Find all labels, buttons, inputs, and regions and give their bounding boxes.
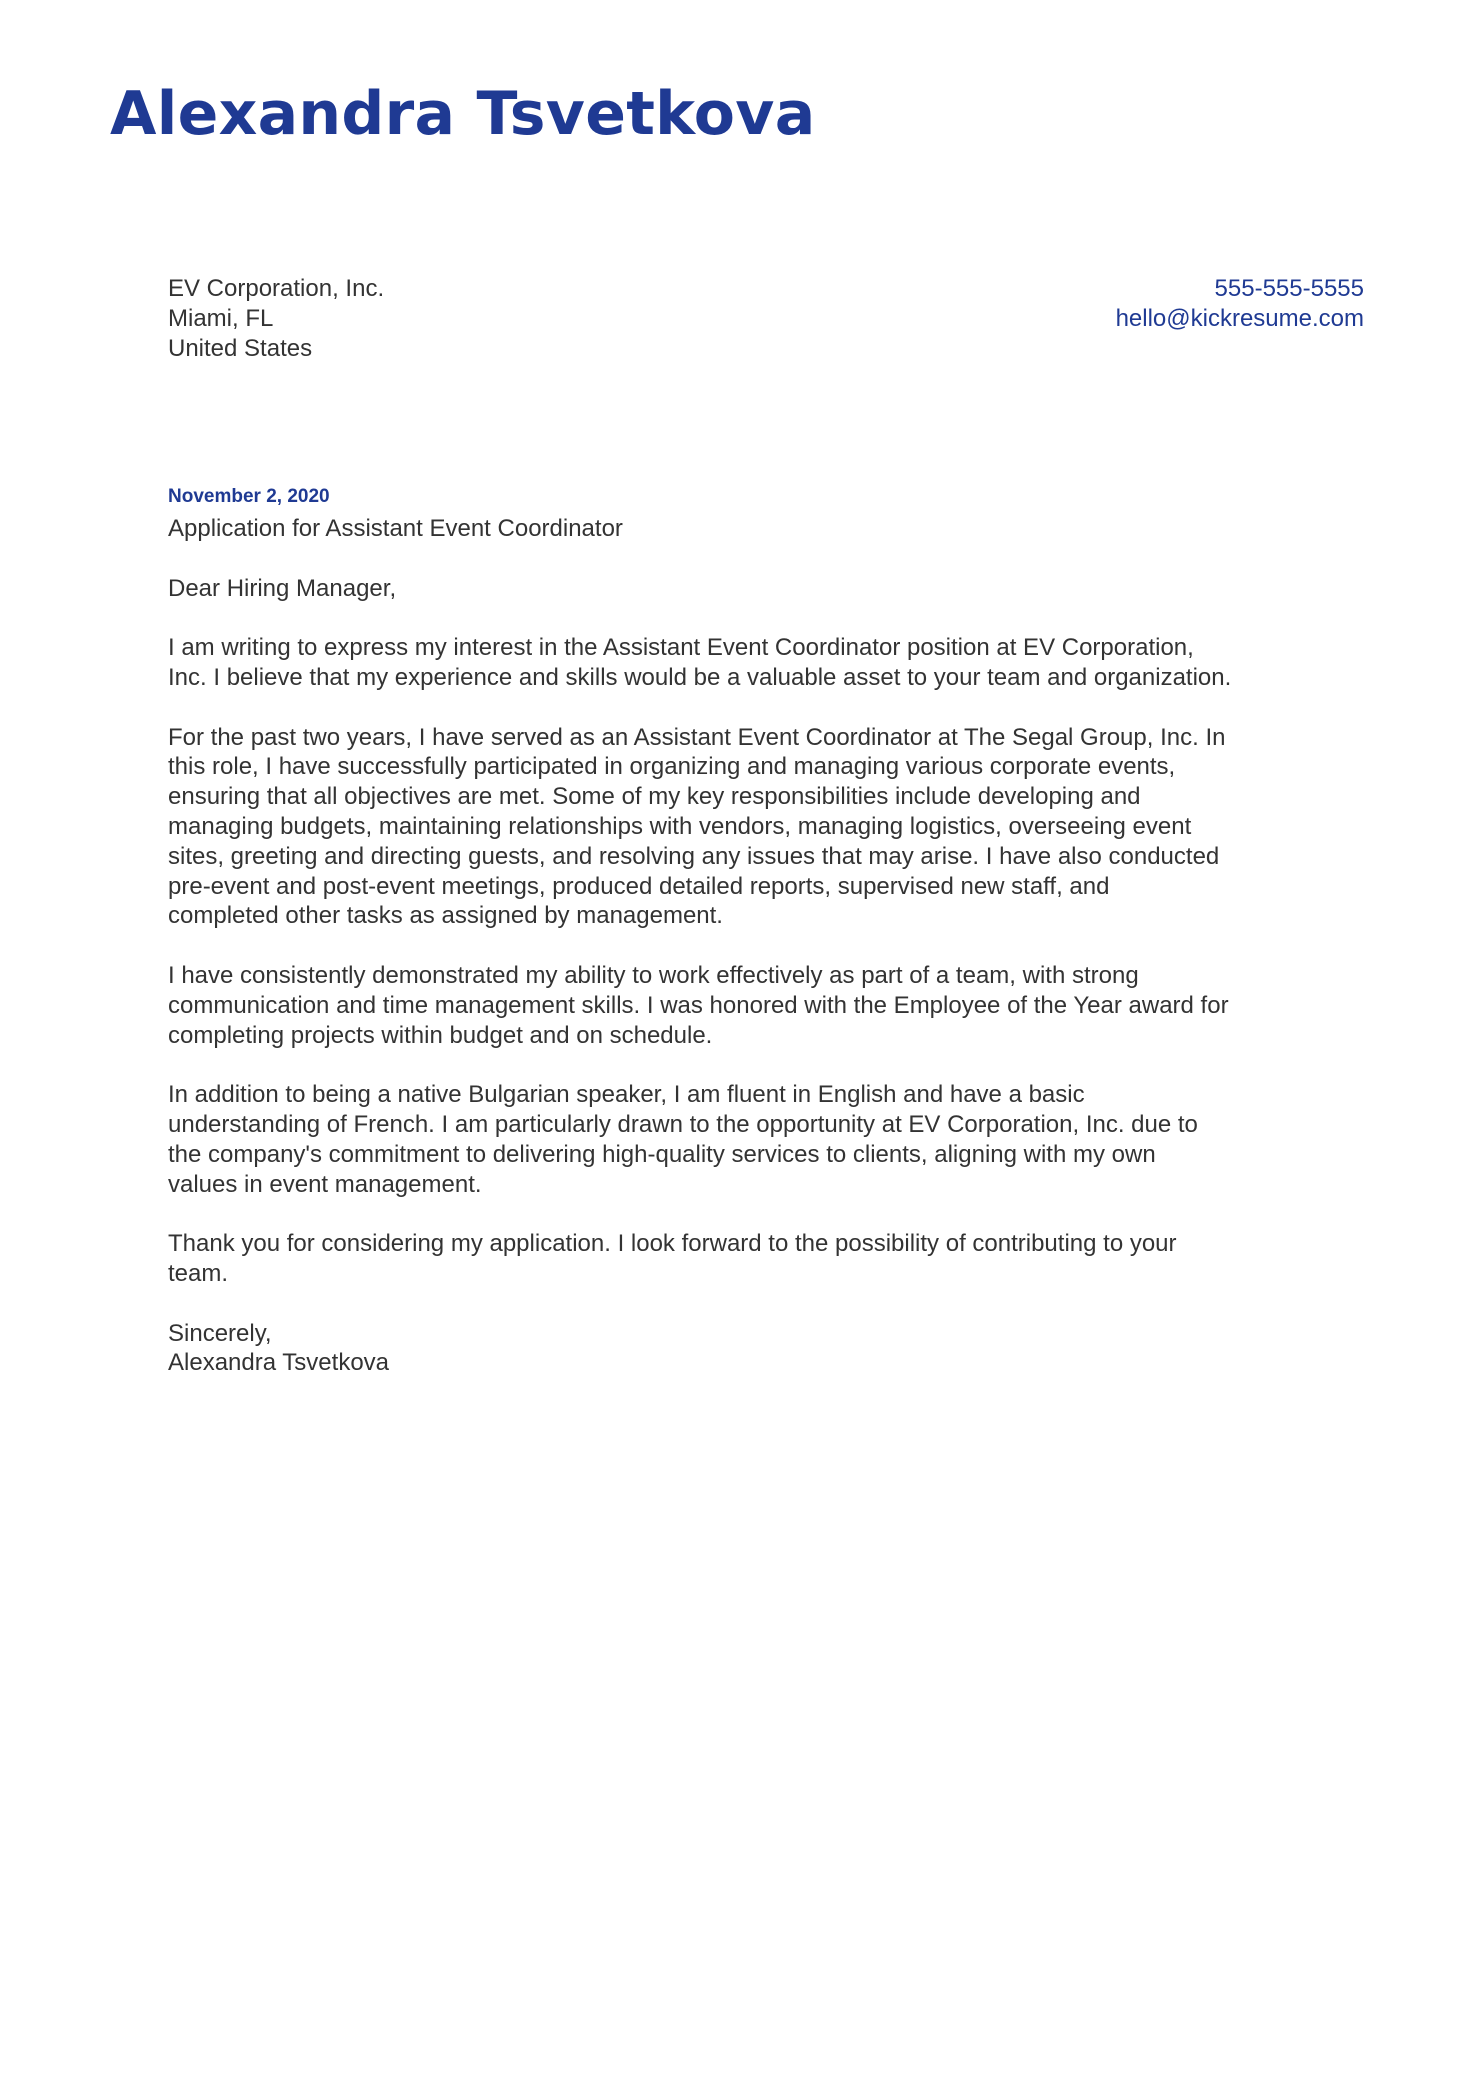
paragraph-2 [168,723,1368,932]
paragraph-line: values in event management. [168,1170,482,1198]
paragraph-4 [168,1080,1368,1199]
recipient-company: EV Corporation, Inc. [168,275,385,302]
contact-info [1116,274,1364,334]
applicant-name: Alexandra Tsvetkova [110,79,816,149]
letter-body [168,514,1368,1378]
recipient-country: United States [168,335,313,362]
paragraph-line: this role, I have successfully participated in organizing and managing various corporate events, [168,753,1176,781]
letter-date: November 2, 2020 [168,486,330,507]
letter-greeting: Dear Hiring Manager, [168,574,397,602]
contact-phone: 555-555-5555 [1214,275,1364,302]
paragraph-line: completing projects within budget and on schedule. [168,1021,713,1049]
paragraph-line: In addition to being a native Bulgarian speaker, I am fluent in English and have a basic [168,1081,1085,1109]
paragraph-1 [168,633,1368,693]
paragraph-line: team. [168,1259,229,1287]
paragraph-line: Thank you for considering my application. I look forward to the possibility of contributing to your [168,1230,1177,1258]
paragraph-line: I am writing to express my interest in the Assistant Event Coordinator position at EV Corporation, [168,634,1194,662]
paragraph-5 [168,1229,1368,1289]
letter-closing: Sincerely, [168,1319,272,1347]
paragraph-3 [168,961,1368,1050]
paragraph-line: I have consistently demonstrated my ability to work effectively as part of a team, with strong [168,961,1139,989]
paragraph-line: the company's commitment to delivering high-quality services to clients, aligning with my own [168,1140,1156,1168]
paragraph-line: managing budgets, maintaining relationships with vendors, managing logistics, overseeing event [168,812,1192,840]
paragraph-line: Inc. I believe that my experience and skills would be a valuable asset to your team and organization. [168,663,1232,691]
paragraph-line: sites, greeting and directing guests, and resolving any issues that may arise. I have also conducted [168,842,1220,870]
paragraph-line: completed other tasks as assigned by management. [168,902,723,930]
letter-signature: Alexandra Tsvetkova [168,1349,390,1377]
contact-email: hello@kickresume.com [1115,305,1364,332]
paragraph-line: communication and time management skills. I was honored with the Employee of the Year award for [168,991,1229,1019]
paragraph-line: understanding of French. I am particularly drawn to the opportunity at EV Corporation, Inc. due to [168,1110,1198,1138]
paragraph-line: For the past two years, I have served as an Assistant Event Coordinator at The Segal Group, Inc. In [168,723,1226,751]
recipient-address [168,274,384,364]
paragraph-line: pre-event and post-event meetings, produced detailed reports, supervised new staff, and [168,872,1110,900]
recipient-city: Miami, FL [168,305,274,332]
letter-subject: Application for Assistant Event Coordinator [168,515,623,542]
paragraph-line: ensuring that all objectives are met. Some of my key responsibilities include developing and [168,783,1141,811]
